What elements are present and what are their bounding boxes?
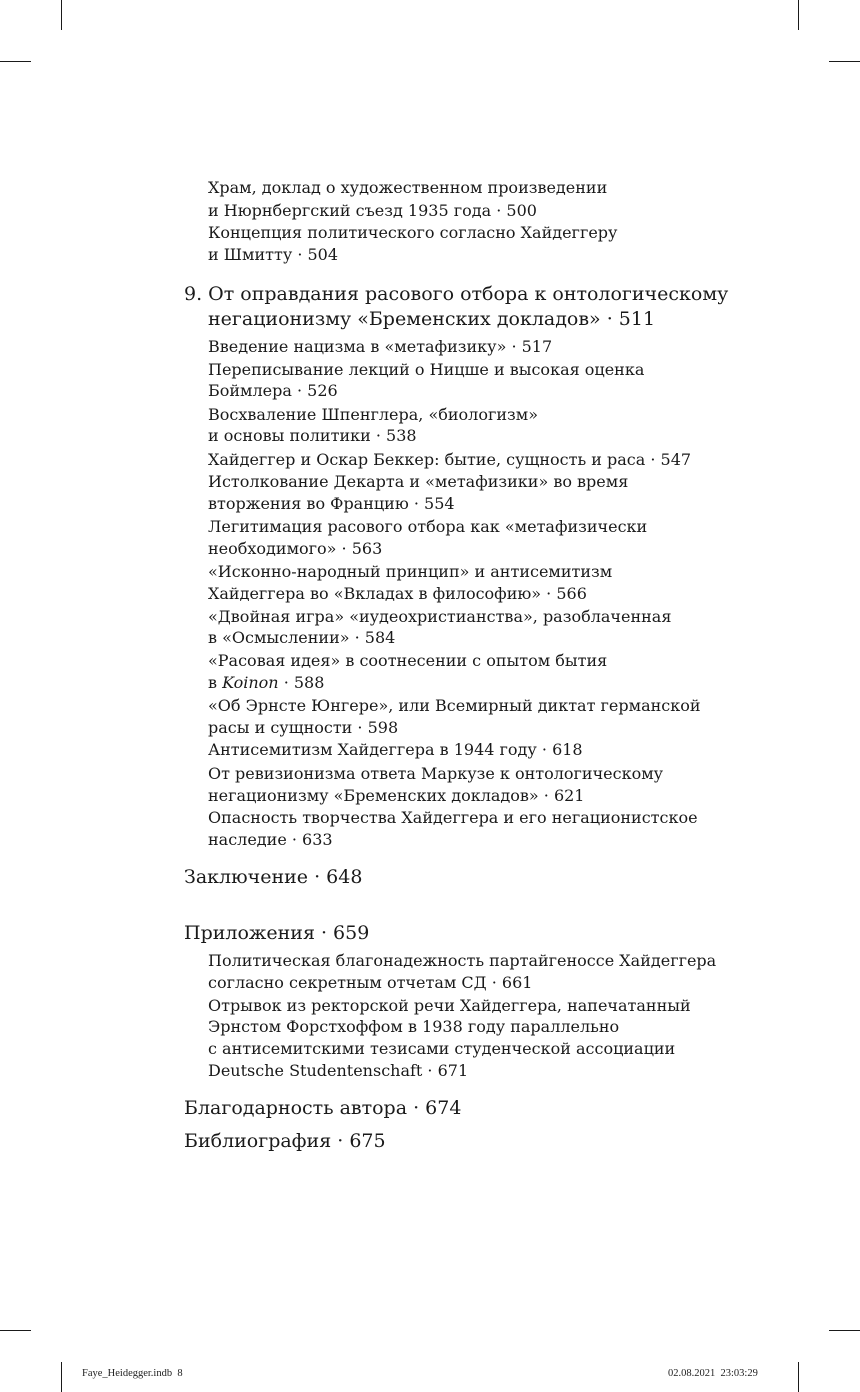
chapter-9-title: 9. От оправдания расового отбора к онтологическому (184, 283, 729, 305)
koinon-italic: Koinon (222, 673, 279, 692)
toc-entry-line: и Нюрнбергский съезд 1935 года · 500 (208, 201, 537, 220)
toc-entry-line: негационизму «Бременских докладов» · 621 (208, 786, 585, 805)
toc-entry-line: Истолкование Декарта и «метафизики» во время (208, 472, 629, 491)
toc-entry-line: необходимого» · 563 (208, 539, 383, 558)
slug-filename: Faye_Heidegger.indb (82, 1368, 173, 1379)
toc-entry-line: наследие · 633 (208, 830, 333, 849)
toc-entry-line: Переписывание лекций о Ницше и высокая оценка (208, 360, 645, 379)
toc-entry-line: согласно секретным отчетам СД · 661 (208, 973, 533, 992)
toc-entry-line: вторжения во Францию · 554 (208, 494, 455, 513)
toc-entry-line: Deutsche Studentenschaft · 671 (208, 1061, 469, 1080)
toc-acknowledgements: Благодарность автора · 674 (184, 1097, 462, 1119)
toc-entry-line: Отрывок из ректорской речи Хайдеггера, напечатанный (208, 996, 691, 1015)
toc-entry-line: Эрнстом Форстхоффом в 1938 году параллельно (208, 1017, 620, 1036)
slug-date: 02.08.2021 (668, 1368, 716, 1379)
toc-entry-line: «Исконно-народный принцип» и антисемитизм (208, 562, 613, 581)
toc-entry-line: Восхваление Шпенглера, «биологизм» (208, 405, 538, 424)
toc-entry-line: Хайдеггер и Оскар Беккер: бытие, сущность и раса · 547 (208, 450, 692, 469)
toc-conclusion: Заключение · 648 (184, 866, 363, 888)
toc-bibliography: Библиография · 675 (184, 1130, 386, 1152)
toc-entry-line: Концепция политического согласно Хайдеггеру (208, 223, 618, 242)
toc-entry-line: Политическая благонадежность партайгеноссе Хайдеггера (208, 951, 717, 970)
toc-appendix-title: Приложения · 659 (184, 922, 370, 944)
koinon-prefix: в (208, 673, 223, 692)
toc-entry-line: расы и сущности · 598 (208, 718, 399, 737)
toc-entry-line: в «Осмыслении» · 584 (208, 628, 396, 647)
toc-entry-line: Легитимация расового отбора как «метафизически (208, 517, 648, 536)
chapter-9-title: негационизму «Бременских докладов» · 511 (208, 308, 656, 330)
toc-entry-line: Хайдеггера во «Вкладах в философию» · 566 (208, 584, 587, 603)
slug-file (82, 1368, 183, 1379)
toc-entry-line: От ревизионизма ответа Маркузе к онтологическому (208, 764, 664, 783)
toc-entry-line: и Шмитту · 504 (208, 245, 339, 264)
toc-entry-line: Храм, доклад о художественном произведении (208, 178, 608, 197)
toc-entry-line: Введение нацизма в «метафизику» · 517 (208, 337, 553, 356)
toc-entry-line-koinon (208, 673, 324, 692)
toc-entry-line: «Расовая идея» в соотнесении с опытом бытия (208, 651, 608, 670)
toc-entry-line: «Об Эрнсте Юнгере», или Всемирный диктат германской (208, 696, 701, 715)
toc-entry-line: Боймлера · 526 (208, 381, 338, 400)
toc-entry-line: и основы политики · 538 (208, 426, 417, 445)
koinon-suffix: · 588 (278, 673, 325, 692)
toc-entry-line: Антисемитизм Хайдеггера в 1944 году · 618 (208, 740, 583, 759)
slug-time: 23:03:29 (720, 1368, 758, 1379)
slug-page: 8 (177, 1368, 183, 1379)
toc-entry-line: «Двойная игра» «иудеохристианства», разоблаченная (208, 607, 672, 626)
toc-entry-line: Опасность творчества Хайдеггера и его негационистское (208, 808, 698, 827)
slug-timestamp (668, 1368, 758, 1379)
toc-entry-line: с антисемитскими тезисами студенческой ассоциации (208, 1039, 676, 1058)
